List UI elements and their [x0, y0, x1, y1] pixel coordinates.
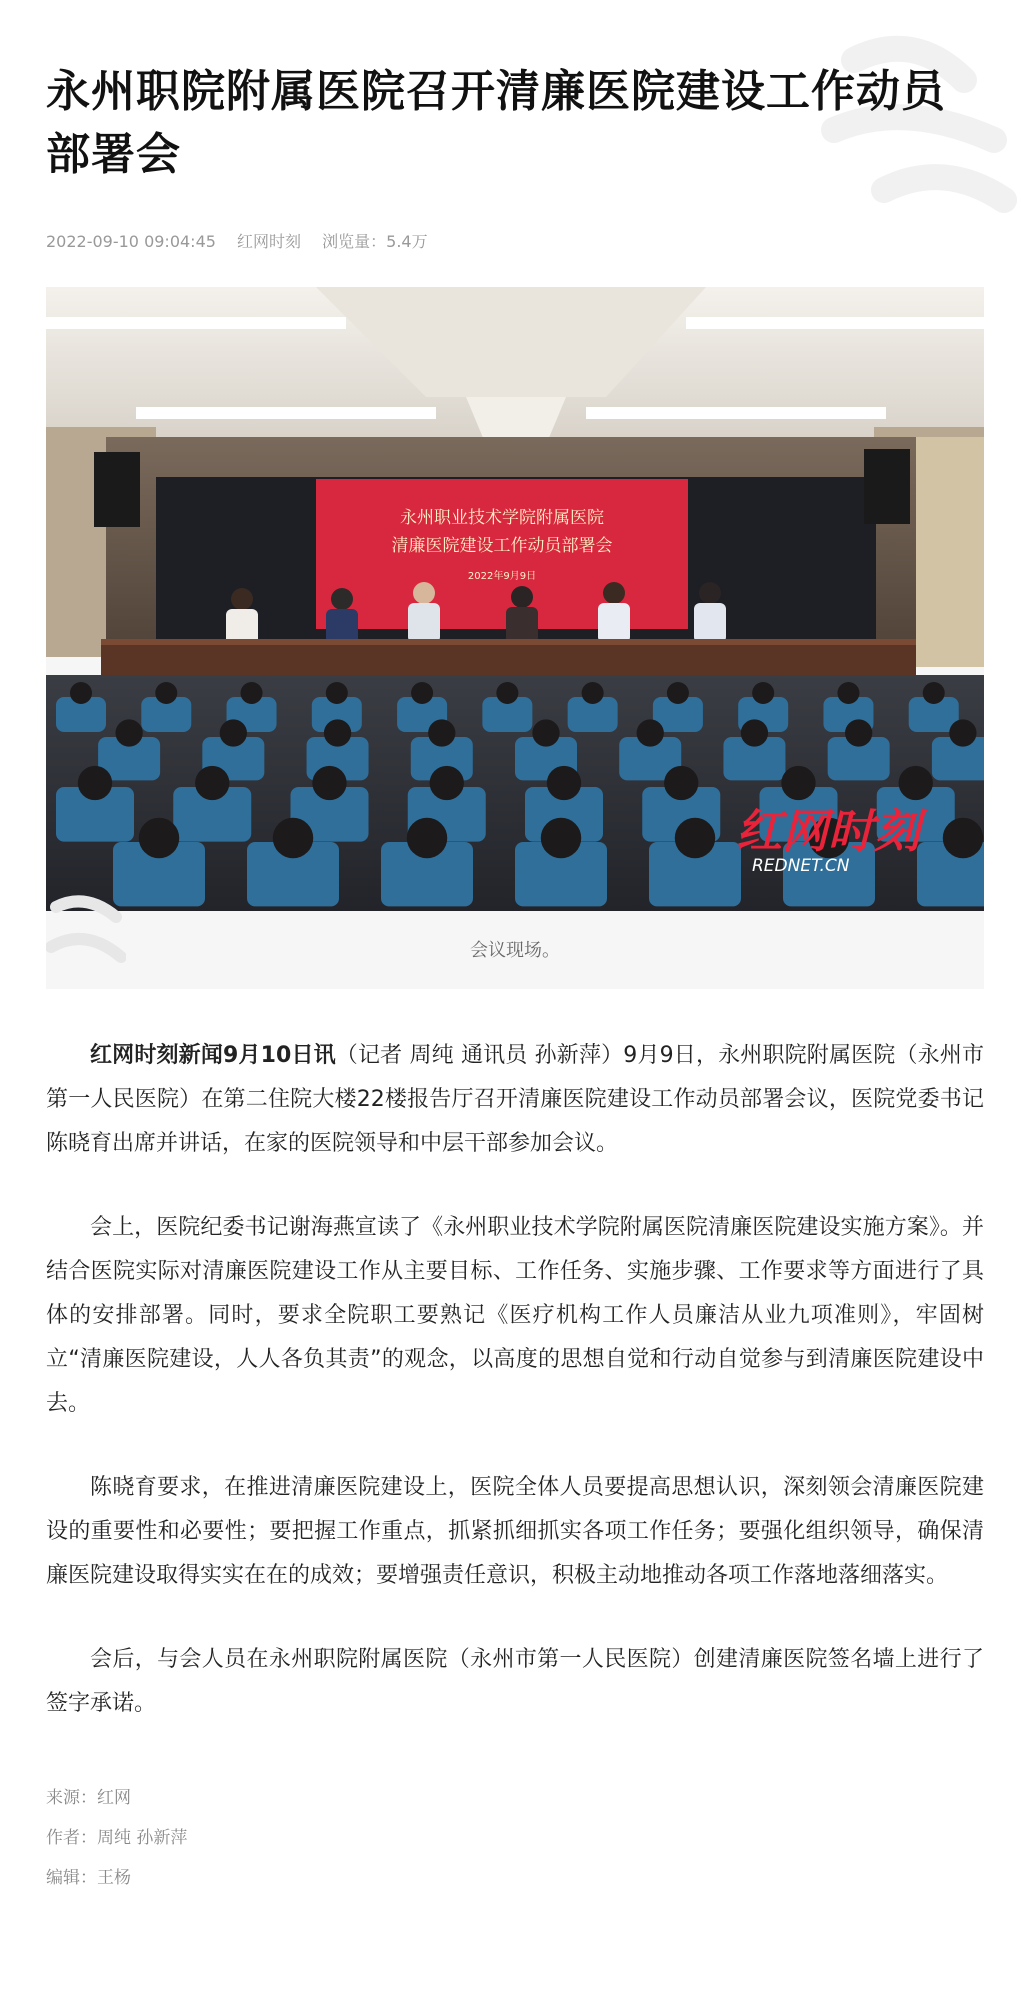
attendee-head [899, 766, 933, 800]
attendee-head [943, 818, 983, 858]
footer-editor: 编辑：王杨 [46, 1868, 131, 1888]
attendee-head [752, 682, 774, 704]
banner-line-2: 清廉医院建设工作动员部署会 [391, 536, 613, 556]
attendee-head [411, 682, 433, 704]
article-title: 永州职院附属医院召开清廉医院建设工作动员部署会 [46, 66, 946, 180]
view-count [322, 232, 427, 251]
paragraph-3: 陈晓育要求，在推进清廉医院建设上，医院全体人员要提高思想认识，深刻领会清廉医院建设的重要性和必要性；要把握工作重点，抓紧抓细抓实各项工作任务；要强化组织领导，确保清廉医院建设取得实实在在的成效；要增强责任意识，积极主动地推动各项工作落地落细落实。 [46, 1475, 984, 1588]
attendee-head [675, 818, 715, 858]
rednet-logo: 红网时刻 [736, 804, 920, 858]
attendee-head [582, 682, 604, 704]
attendee-head [845, 719, 872, 746]
paragraph-1 [46, 1034, 984, 1166]
banner-date: 2022年9月9日 [467, 571, 537, 582]
view-count-value: 5.4万 [386, 232, 428, 251]
attendee-head [70, 682, 92, 704]
photo-caption: 会议现场。 [470, 940, 560, 961]
paragraph-1-text: （记者 周纯 通讯员 孙新萍）9月9日，永州职院附属医院（永州市第一人民医院）在第二住院大楼22楼报告厅召开清廉医院建设工作动员部署会议，医院党委书记陈晓育出席并讲话，在家的医院领导和中层干部参加会议。 [46, 1043, 984, 1156]
article-body [46, 1034, 984, 1726]
attendee-head [324, 719, 351, 746]
attendee-head [273, 818, 313, 858]
attendee-head [407, 818, 447, 858]
paragraph-4: 会后，与会人员在永州职院附属医院（永州市第一人民医院）创建清廉医院签名墙上进行了签字承诺。 [46, 1647, 984, 1716]
view-count-label: 浏览量： [322, 232, 387, 251]
attendee-head [115, 719, 142, 746]
article-footer [46, 1778, 984, 1898]
footer-source: 来源：红网 [46, 1788, 131, 1808]
attendee-head [781, 766, 815, 800]
attendee-head [496, 682, 518, 704]
attendee-head [312, 766, 346, 800]
attendee-head [637, 719, 664, 746]
attendee-head [241, 682, 263, 704]
meeting-photo [46, 287, 984, 911]
article [46, 0, 984, 1898]
rednet-url-text: REDNET.CN [752, 856, 850, 876]
banner-line-1: 永州职业技术学院附属医院 [400, 508, 604, 528]
attendee-head [532, 719, 559, 746]
attendee-head [220, 719, 247, 746]
publish-datetime: 2022-09-10 09:04:45 [46, 232, 216, 251]
attendee-head [667, 682, 689, 704]
attendee-head [78, 766, 112, 800]
paragraph-2: 会上，医院纪委书记谢海燕宣读了《永州职业技术学院附属医院清廉医院建设实施方案》。并结合医院实际对清廉医院建设工作从主要目标、工作任务、实施步骤、工作要求等方面进行了具体的安排部署。同时，要求全院职工要熟记《医疗机构工作人员廉洁从业九项准则》，牢固树立“清廉医院建设，人人各负其责”的观念，以高度的思想自觉和行动自觉参与到清廉医院建设中去。 [46, 1215, 984, 1416]
attendee-head [195, 766, 229, 800]
attendee-head [664, 766, 698, 800]
footer-author: 作者：周纯 孙新萍 [46, 1828, 188, 1848]
attendee-head [428, 719, 455, 746]
article-meta [46, 230, 984, 254]
attendee-head [949, 719, 976, 746]
news-dateline: 红网时刻新闻9月10日讯 [90, 1043, 336, 1068]
attendee-head [326, 682, 348, 704]
attendee-head [139, 818, 179, 858]
article-figure [46, 287, 984, 989]
attendee-head [541, 818, 581, 858]
attendee-head [155, 682, 177, 704]
source-link[interactable]: 红网时刻 [237, 232, 302, 251]
attendee-head [741, 719, 768, 746]
attendee-head [430, 766, 464, 800]
attendee-head [837, 682, 859, 704]
attendee-head [923, 682, 945, 704]
attendee-head [547, 766, 581, 800]
